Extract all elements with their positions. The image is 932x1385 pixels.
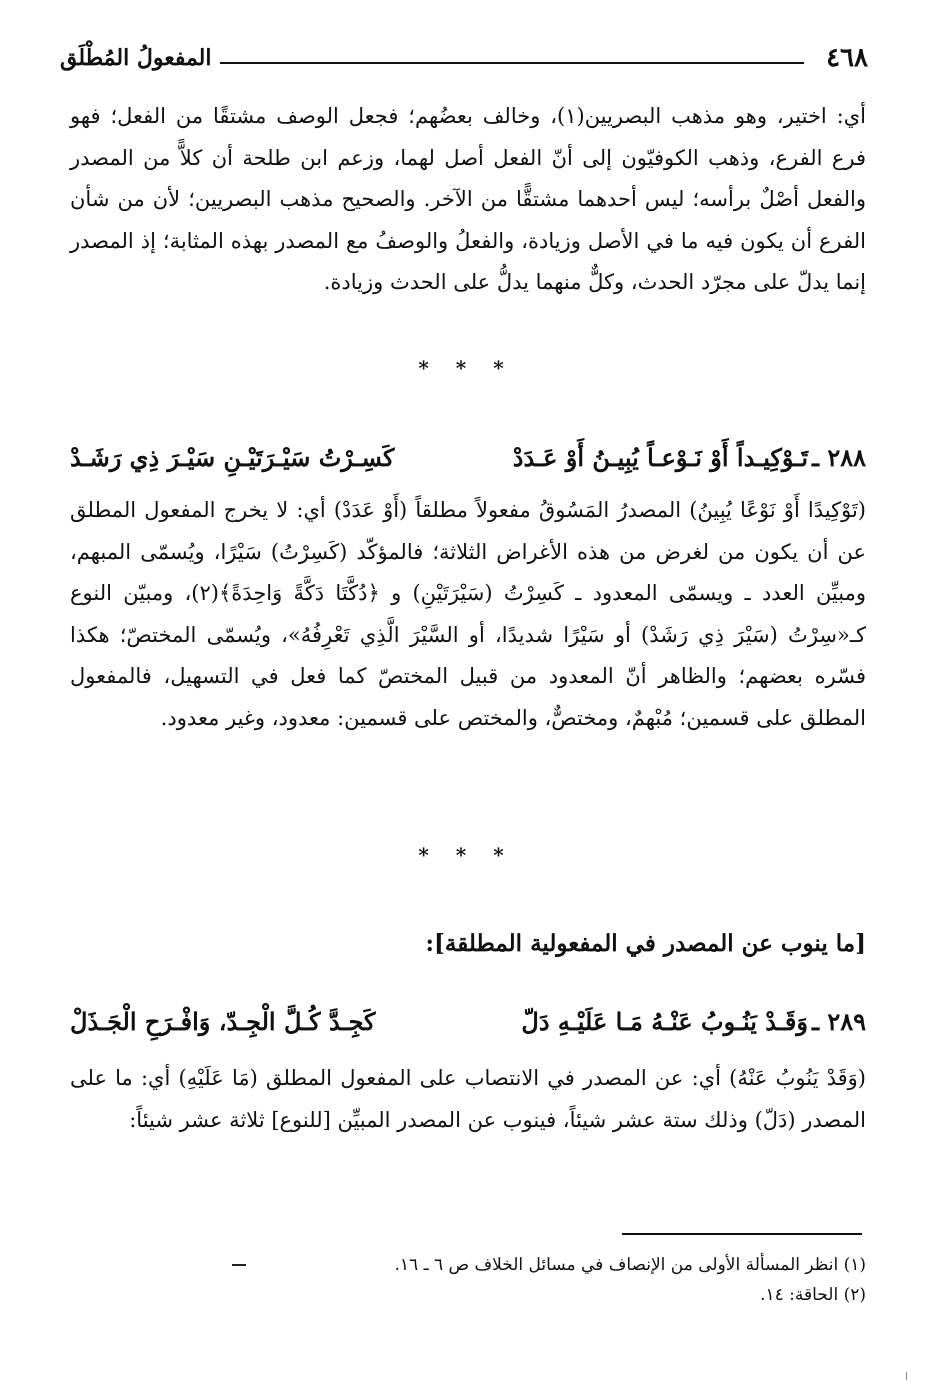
section-heading: [ما ينوب عن المصدر في المفعولية المطلقة]: (425, 930, 866, 957)
verse-number: ٢٨٩ ـ (811, 1007, 866, 1036)
running-header (60, 40, 868, 76)
verse-288 (70, 436, 866, 480)
footnote-1: (١) انظر المسألة الأولى من الإنصاف في مسائل الخلاف ص ٦ ـ ١٦. (394, 1255, 866, 1275)
section-separator: * * * (418, 356, 514, 380)
verse-hemistich-1: وَقَـدْ يَنُـوبُ عَنْـهُ مَـا عَلَيْـهِ دَلّ (521, 1007, 808, 1036)
verse-number: ٢٨٨ ـ (811, 443, 866, 472)
verse-289 (70, 1000, 866, 1044)
verse-hemistich-2: كَسِـرْتُ سَيْـرَتَيْـنِ سَيْـرَ ذِي رَشَـدْ (70, 443, 395, 472)
verse-hemistich-2: كَجِـدَّ كُـلَّ الْجِـدّ، وَافْـرَحِ الْجَـذَلْ (70, 1007, 376, 1036)
paragraph-3: (وَقَدْ يَنُوبُ عَنْهُ) أي: عن المصدر في الانتصاب على المفعول المطلق (مَا عَلَيْهِ) أي: ما على المصدر (دَلّ) وذلك ستة عشر شيئاً، فينوب عن المصدر المبيِّن [للنوع] ثلاثة عشر شيئاً: (70, 1066, 866, 1132)
footnote-rule (622, 1233, 862, 1235)
verse-hemistich-1: تَـوْكِيـداً أَوْ نَـوْعـاً يُبِيـنُ أَوْ عَـدَدْ (512, 443, 808, 472)
margin-mark (902, 1372, 907, 1380)
footnote-2: (٢) الحاقة: ١٤. (760, 1285, 866, 1305)
paragraph-2: (تَوْكِيدًا أَوْ نَوْعًا يُبِينُ) المصدرُ المَسُوقُ مفعولاً مطلقاً (أَوْ عَدَدْ) أي: لا يخرج المفعول المطلق عن أن يكون من لغرض من هذه الأغراض الثلاثة؛ فالمؤكّد (كَسِرْتُ) سَيْرًا، ويُسمّى المبهم، ومبيِّن العدد ـ ويسمّى المعدود ـ كَسِرْتُ (سَيْرَتَيْنِ) و ﴿دُكَّتَا دَكَّةً وَاحِدَةً﴾(٢)، ومبيّن النوع كـ«سِرْتُ (سَيْرَ ذِي رَشَدْ) أو سَيْرًا شديدًا، أو السَّيْرَ الَّذِي تَعْرِفُهُ»، ويُسمّى المختصّ؛ هكذا فسّره بعضهم؛ والظاهر أنّ المعدود من قبيل المختصّ كما فعل في التسهيل، فالمفعول المطلق على قسمين؛ مُبْهمٌ، ومختصٌّ، والمختص على قسمين: معدود، وغير معدود. (70, 498, 866, 730)
paragraph-1: أي: اختير، وهو مذهب البصريين(١)، وخالف بعضُهم؛ فجعل الوصف مشتقًا من الفعل؛ فهو فرع الفرع، وذهب الكوفيّون إلى أنّ الفعل أصل لهما، وزعم ابن طلحة أن كلاًّ من المصدر والفعل أصْلٌ برأسه؛ ليس أحدهما مشتقًّا من الآخر. والصحيح مذهب البصريين؛ لأن من شأن الفرع أن يكون فيه ما في الأصل وزيادة، والفعلُ والوصفُ مع المصدر بهذه المثابة؛ إذ المصدر إنما يدلّ على مجرّد الحدث، وكلٌّ منهما يدلُّ على الحدث وزيادة. (70, 104, 866, 294)
running-title: المفعولُ المُطْلَق (60, 45, 212, 71)
page-number: ٤٦٨ (826, 43, 868, 73)
header-rule (220, 62, 804, 64)
section-separator: * * * (418, 843, 514, 867)
